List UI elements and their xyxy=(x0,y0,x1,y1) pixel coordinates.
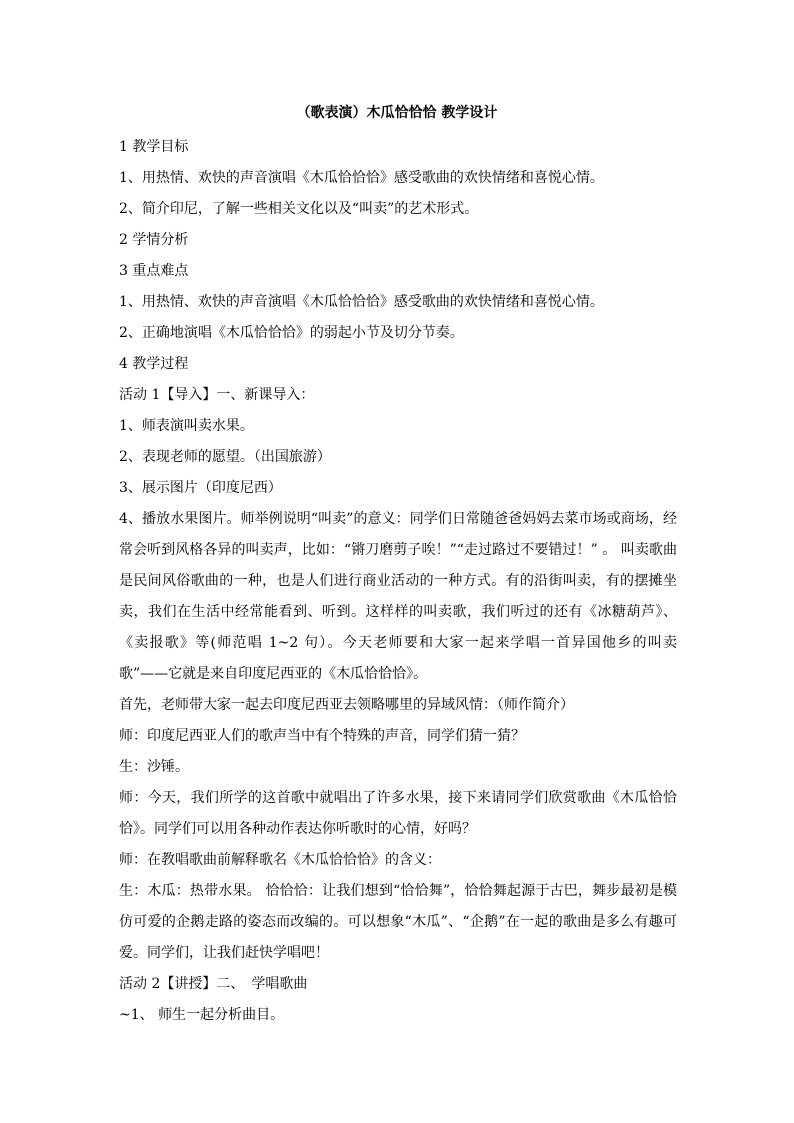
key-point-1: 1、用热情、欢快的声音演唱《木瓜恰恰恰》感受歌曲的欢快情绪和喜悦心情。 xyxy=(119,294,604,310)
teacher-question: 师：印度尼西亚人们的歌声当中有个特殊的声音，同学们猜一猜？ xyxy=(119,728,525,744)
heading-teaching-goals: 1 教学目标 xyxy=(119,139,189,155)
heading-teaching-process: 4 教学过程 xyxy=(119,356,189,372)
document-body xyxy=(119,132,677,1031)
activity-1-heading: 活动 1【导入】一、新课导入： xyxy=(119,387,315,403)
teacher-explain-line: 师：在教唱歌曲前解释歌名《木瓜恰恰恰》的含义： xyxy=(119,852,441,868)
student-answer: 生：沙锤。 xyxy=(119,759,189,775)
heading-student-analysis: 2 学情分析 xyxy=(119,232,189,248)
heading-key-points: 3 重点难点 xyxy=(119,263,189,279)
intro-line: 首先，老师带大家一起去印度尼西亚去领略哪里的异域风情：（师作简介） xyxy=(119,697,574,713)
key-point-2: 2、正确地演唱《木瓜恰恰恰》的弱起小节及切分节奏。 xyxy=(119,325,464,341)
document-title: （歌表演）木瓜恰恰恰 教学设计 xyxy=(296,105,498,121)
process-step-2: 2、表现老师的愿望。（出国旅游） xyxy=(119,449,331,465)
teacher-today-paragraph: 师：今天，我们所学的这首歌中就唱出了许多水果，接下来请同学们欣赏歌曲《木瓜恰恰恰》。同学们可以用各种动作表达你听歌时的心情，好吗？ xyxy=(119,790,677,837)
activity-2-heading: 活动 2【讲授】二、 学唱歌曲 xyxy=(119,976,308,992)
student-meaning-paragraph: 生：木瓜：热带水果。 恰恰恰：让我们想到“恰恰舞”，恰恰舞起源于古巴，舞步最初是模仿可爱的企鹅走路的姿态而改编的。可以想象“木瓜”、“企鹅”在一起的歌曲是多么有趣可爱。同学们，让我们赶快学唱吧！ xyxy=(119,883,677,961)
analysis-step-1: ~1、 师生一起分析曲目。 xyxy=(119,1007,285,1023)
process-step-4-paragraph: 4、播放水果图片。师举例说明“叫卖”的意义：同学们日常随爸爸妈妈去菜市场或商场，经常会听到风格各异的叫卖声，比如：“锵刀磨剪子唉！”“走过路过不要错过！” 。 叫卖歌曲是民间风俗歌曲的一种，也是人们进行商业活动的一种方式。有的沿街叫卖，有的摆摊坐卖，我们在生活中经常能看到、听到。这样样的叫卖歌，我们听过的还有《冰糖葫芦》、《卖报歌》等(师范唱 1~2 句）。今天老师要和大家一起来学唱一首异国他乡的叫卖歌”——它就是来自印度尼西亚的《木瓜恰恰恰》。 xyxy=(119,511,677,682)
process-step-3: 3、展示图片（印度尼西） xyxy=(119,480,282,496)
goal-item-2: 2、简介印尼，了解一些相关文化以及“叫卖”的艺术形式。 xyxy=(119,201,479,217)
process-step-1: 1、师表演叫卖水果。 xyxy=(119,418,254,434)
goal-item-1: 1、用热情、欢快的声音演唱《木瓜恰恰恰》感受歌曲的欢快情绪和喜悦心情。 xyxy=(119,170,604,186)
